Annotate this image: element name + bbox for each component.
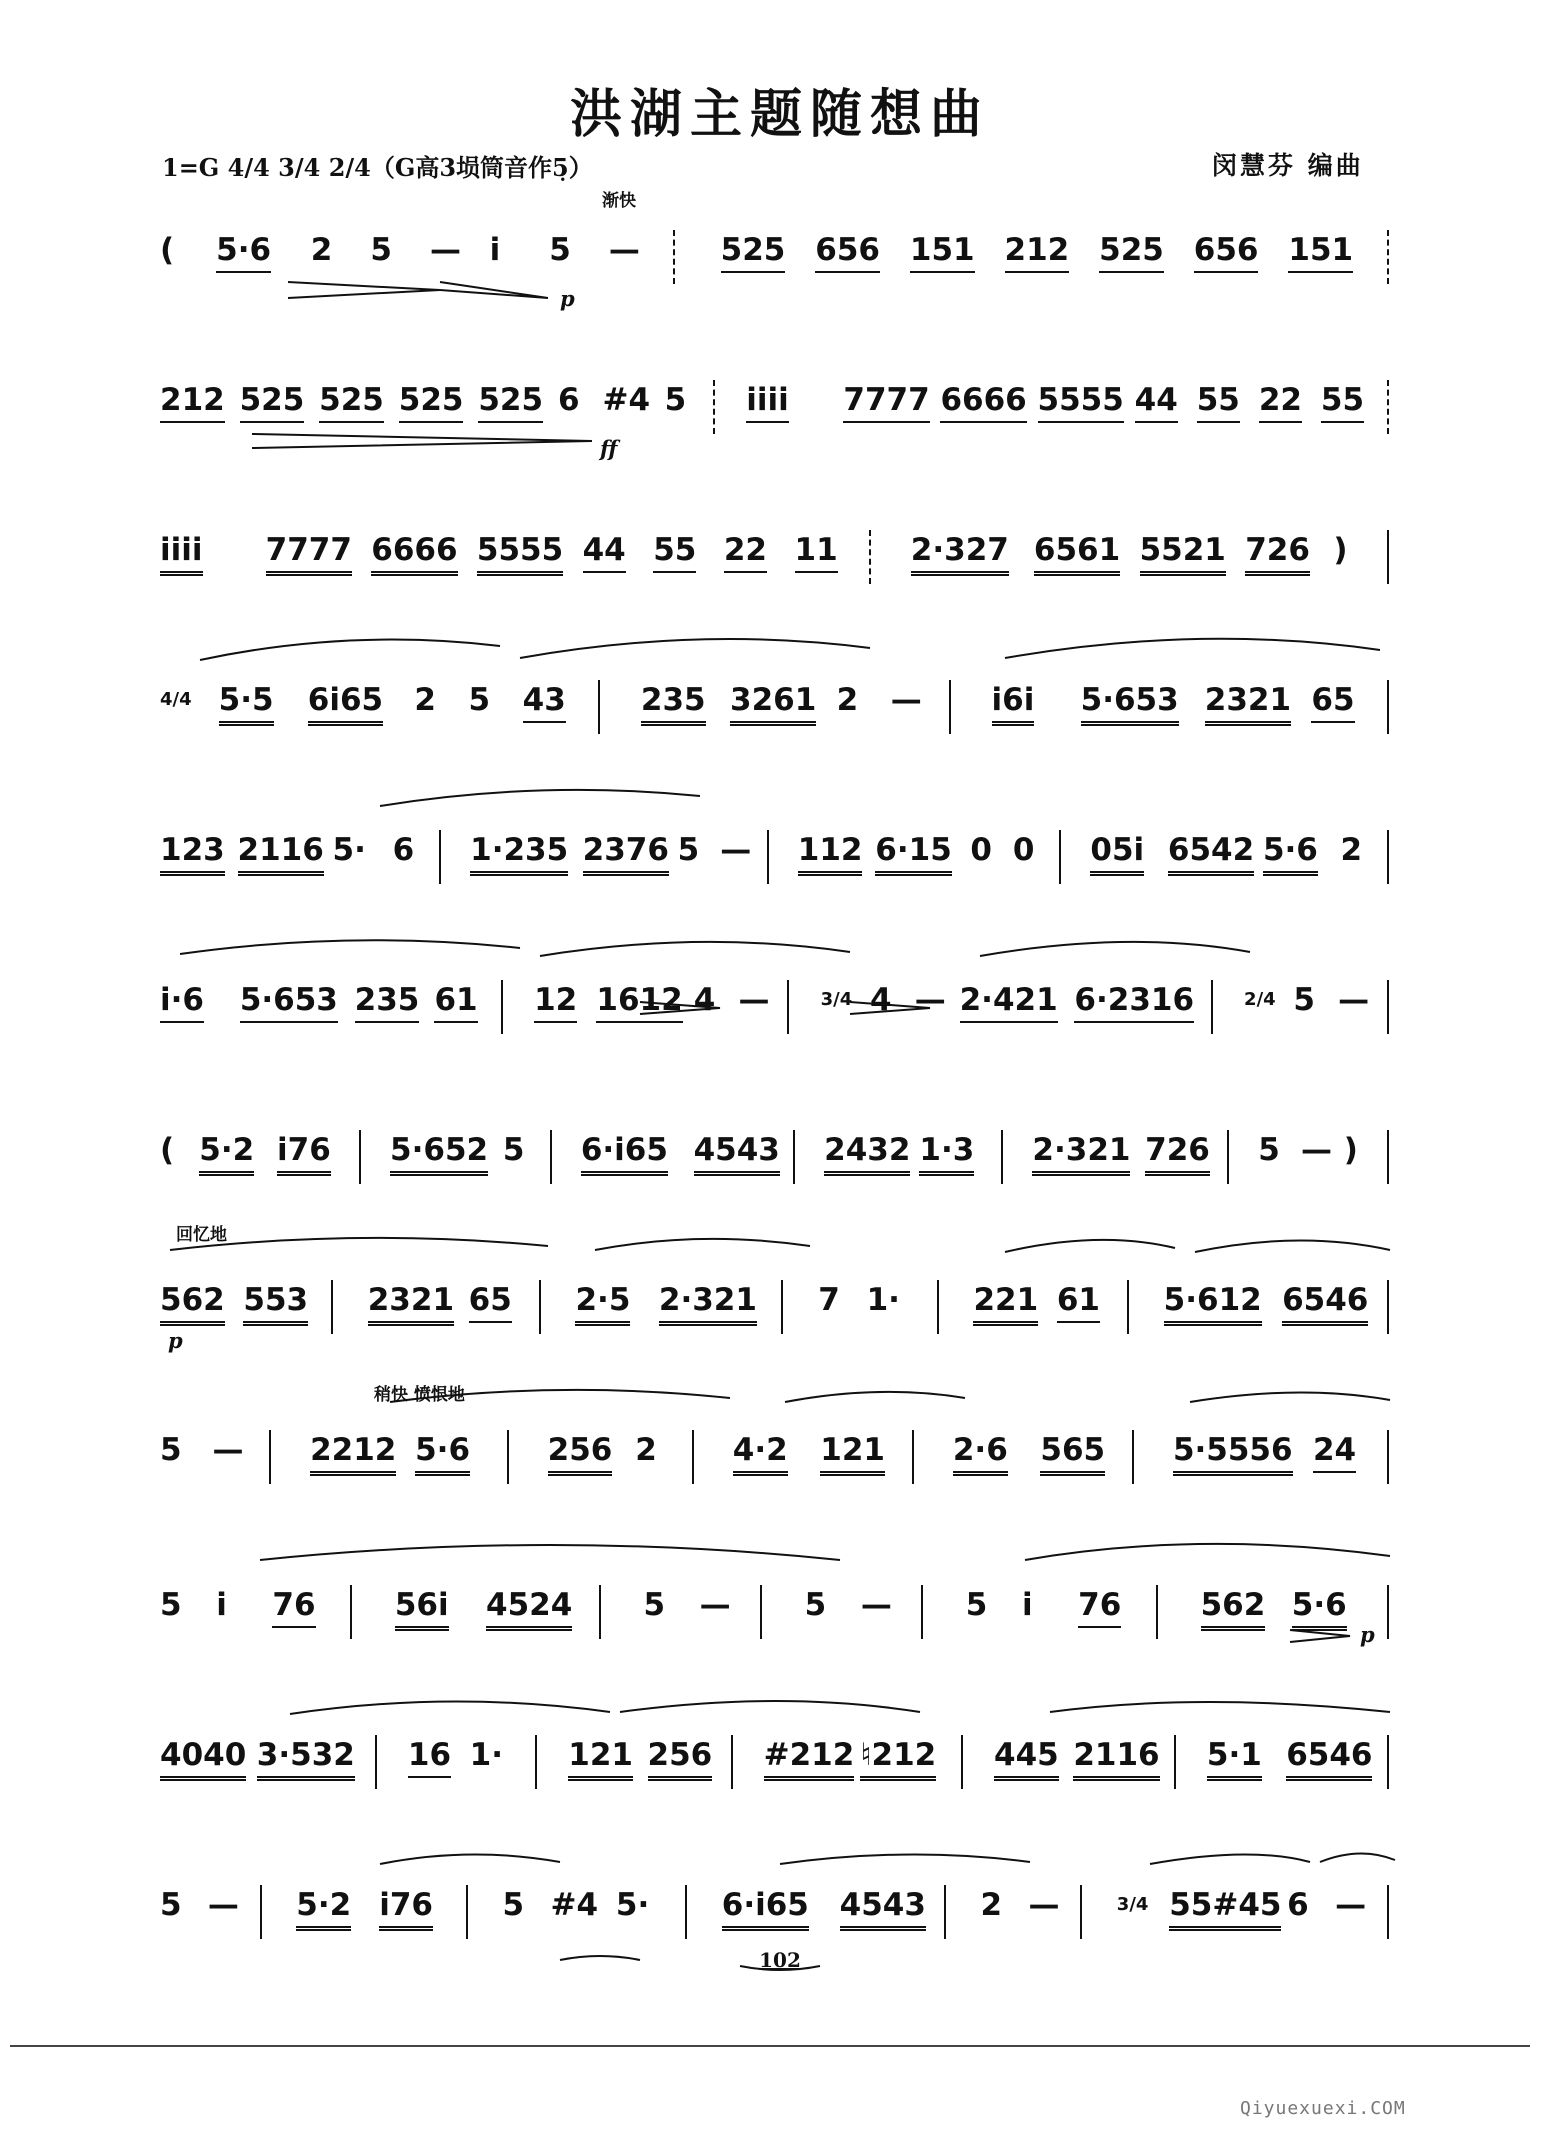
- slur: [380, 1854, 560, 1864]
- note-group: 12: [534, 980, 577, 1023]
- note-group: 2: [414, 682, 436, 718]
- barline: [1387, 1430, 1389, 1484]
- note-group: 5·653: [1081, 680, 1179, 726]
- barline: [1387, 830, 1389, 884]
- note-group: 5·: [615, 1887, 650, 1923]
- note-group: 2·321: [1032, 1130, 1130, 1176]
- barline: [692, 1430, 694, 1484]
- notation-row: [160, 830, 1400, 894]
- note-group: 2: [980, 1887, 1003, 1923]
- note-group: 5·653: [240, 980, 338, 1023]
- barline: [1387, 530, 1389, 584]
- note-group: 2: [310, 232, 333, 268]
- barline: [1059, 830, 1061, 884]
- note-group: 2: [1340, 832, 1363, 868]
- dash-note: —: [1338, 982, 1370, 1018]
- note-group: #4: [550, 1887, 599, 1923]
- parenthesis: (: [160, 1132, 175, 1168]
- barline: [760, 1585, 762, 1639]
- note-group: 05i: [1090, 830, 1144, 876]
- note-group: 6666: [371, 530, 457, 576]
- barline: [260, 1885, 262, 1939]
- note-group: 4/4: [160, 689, 192, 710]
- barline: [1387, 980, 1389, 1034]
- dash-note: —: [1335, 1887, 1367, 1923]
- barline: [1174, 1735, 1176, 1789]
- barline: [781, 1280, 783, 1334]
- note-group: 5: [160, 1587, 182, 1623]
- note-group: 6i65: [308, 680, 383, 726]
- note-group: 151: [910, 230, 975, 273]
- note-group: 5·652: [390, 1130, 488, 1176]
- note-group: i: [216, 1587, 227, 1623]
- note-group: 5: [643, 1587, 666, 1623]
- note-group: 0: [1012, 832, 1035, 868]
- note-group: 5·2: [199, 1130, 254, 1176]
- barline: [1387, 1735, 1389, 1789]
- note-group: 1·3: [919, 1130, 974, 1176]
- note-group: 5: [549, 232, 571, 268]
- note-group: 656: [1194, 230, 1259, 273]
- note-group: 2376: [583, 830, 669, 876]
- note-group: 235: [355, 980, 420, 1023]
- note-group: 2212: [310, 1430, 396, 1476]
- note-group: 212: [1005, 230, 1070, 273]
- note-group: 2321: [1205, 680, 1291, 726]
- note-group: 6: [392, 832, 415, 868]
- slur: [785, 1392, 965, 1402]
- notation-row: [160, 1585, 1400, 1649]
- barline: [1387, 1885, 1389, 1939]
- note-group: 7: [818, 1282, 840, 1318]
- note-group: i·6: [160, 980, 204, 1023]
- barline: [350, 1585, 352, 1639]
- note-group: 121: [820, 1430, 885, 1476]
- dash-note: —: [890, 682, 922, 718]
- barline: [1132, 1430, 1134, 1484]
- notation-row: [160, 230, 1400, 294]
- note-group: 2·6: [953, 1430, 1008, 1476]
- note-group: 6546: [1282, 1280, 1368, 1326]
- note-group: 5: [1258, 1132, 1280, 1168]
- barline: [787, 980, 789, 1034]
- note-group: #4: [602, 382, 651, 418]
- dash-note: —: [1028, 1887, 1060, 1923]
- notation-row: [160, 980, 1400, 1044]
- mood-marking: 回忆地: [176, 1225, 227, 1245]
- note-group: 5: [804, 1587, 827, 1623]
- note-group: 5·2: [296, 1885, 351, 1931]
- note-group: 7777: [266, 530, 352, 576]
- notation-row: [160, 1430, 1400, 1494]
- note-group: 5: [664, 382, 687, 418]
- dash-note: —: [699, 1587, 731, 1623]
- slur: [1190, 1392, 1390, 1402]
- slur: [540, 942, 850, 956]
- note-group: 3261: [730, 680, 816, 726]
- dash-note: —: [720, 832, 752, 868]
- slur: [780, 1854, 1030, 1864]
- note-group: 5: [1293, 982, 1315, 1018]
- barline: [269, 1430, 271, 1484]
- note-group: 44: [1135, 380, 1178, 423]
- barline: [535, 1735, 537, 1789]
- dynamic-mark: p: [1360, 1622, 1375, 1647]
- note-group: 256: [648, 1735, 713, 1781]
- repeat-barline: [713, 380, 715, 434]
- note-group: 7777: [843, 380, 929, 423]
- note-group: 6666: [940, 380, 1026, 423]
- note-group: 65: [1311, 680, 1354, 723]
- note-group: 525: [721, 230, 786, 273]
- note-group: 525: [1099, 230, 1164, 273]
- note-group: 553: [243, 1280, 308, 1326]
- barline: [685, 1885, 687, 1939]
- slur: [1320, 1853, 1395, 1862]
- note-group: 562: [1201, 1585, 1266, 1631]
- page-number: 102: [759, 1948, 801, 1972]
- note-group: 1·: [866, 1282, 900, 1318]
- barline: [1211, 980, 1213, 1034]
- barline: [944, 1885, 946, 1939]
- note-group: 3·532: [257, 1735, 355, 1781]
- note-group: 61: [434, 980, 477, 1023]
- note-group: 2321: [368, 1280, 454, 1326]
- note-group: 43: [523, 680, 566, 723]
- barline: [598, 680, 600, 734]
- notation-row: [160, 380, 1400, 444]
- slur: [200, 640, 500, 660]
- arranger-credit: 闵慧芬 编曲: [1212, 151, 1364, 180]
- note-group: 525: [319, 380, 384, 423]
- note-group: 3/4: [1116, 1894, 1149, 1915]
- note-group: 5·6: [415, 1430, 470, 1476]
- note-group: 2116: [238, 830, 324, 876]
- barline: [937, 1280, 939, 1334]
- dash-note: —: [608, 232, 640, 268]
- note-group: 11: [795, 530, 838, 573]
- barline: [359, 1130, 361, 1184]
- slur: [290, 1701, 610, 1714]
- dash-note: —: [738, 982, 770, 1018]
- note-group: 2·321: [659, 1280, 757, 1326]
- parenthesis: ): [1343, 1132, 1358, 1168]
- slur: [595, 1239, 810, 1250]
- dash-note: —: [914, 982, 946, 1018]
- note-group: 1612: [596, 980, 682, 1023]
- note-group: 2432: [824, 1130, 910, 1176]
- note-group: 55: [1321, 380, 1364, 423]
- note-group: 24: [1313, 1430, 1356, 1473]
- note-group: 22: [1259, 380, 1302, 423]
- note-group: 2·5: [575, 1280, 630, 1326]
- parenthesis: (: [160, 232, 175, 268]
- note-group: 5·612: [1164, 1280, 1262, 1326]
- note-group: 525: [399, 380, 464, 423]
- repeat-barline: [1387, 380, 1389, 434]
- note-group: 5·5556: [1173, 1430, 1293, 1476]
- note-group: 2·327: [911, 530, 1009, 576]
- slur: [380, 790, 700, 806]
- watermark: Qiyuexuexi.COM: [1240, 2098, 1406, 2119]
- parenthesis: ): [1333, 532, 1348, 568]
- note-group: 5: [677, 832, 700, 868]
- barline: [793, 1130, 795, 1184]
- dynamic-mark: p: [168, 1328, 183, 1353]
- note-group: iiii: [160, 530, 203, 576]
- key-signature: 1=G 4/4 3/4 2/4（G高3埙筒音作5̣）: [162, 153, 593, 182]
- slur: [1150, 1854, 1310, 1864]
- note-group: 76: [1078, 1585, 1121, 1628]
- barline: [1080, 1885, 1082, 1939]
- note-group: 0: [970, 832, 992, 868]
- slur: [1025, 1544, 1390, 1560]
- notation-row: [160, 1280, 1400, 1344]
- note-group: i6i: [992, 680, 1035, 726]
- note-group: i: [489, 232, 501, 268]
- note-group: 55#45: [1169, 1885, 1281, 1931]
- barline: [331, 1280, 333, 1334]
- note-group: 61: [1057, 1280, 1100, 1323]
- note-group: 151: [1288, 230, 1353, 273]
- note-group: #212: [764, 1735, 855, 1781]
- slur: [260, 1545, 840, 1560]
- dash-note: —: [430, 232, 461, 268]
- page-title: 洪湖主题随想曲: [569, 84, 990, 145]
- slur: [1050, 1702, 1390, 1712]
- note-group: 4040: [160, 1735, 246, 1781]
- note-group: 5·6: [1292, 1585, 1347, 1631]
- note-group: 2116: [1073, 1735, 1159, 1781]
- note-group: 5·6: [1263, 830, 1318, 876]
- slur: [980, 942, 1250, 956]
- note-group: 565: [1040, 1430, 1105, 1476]
- barline: [1227, 1130, 1229, 1184]
- notation-row: [160, 1130, 1400, 1194]
- notation-row: [160, 530, 1400, 594]
- note-group: 5·1: [1207, 1735, 1262, 1781]
- note-group: 5·5: [219, 680, 274, 726]
- note-group: 5: [502, 1887, 525, 1923]
- slur: [180, 940, 520, 954]
- note-group: 6·i65: [581, 1130, 668, 1176]
- repeat-barline: [1387, 230, 1389, 284]
- note-group: 1·235: [470, 830, 568, 876]
- barline: [767, 830, 769, 884]
- note-group: 5: [370, 232, 392, 268]
- barline: [439, 830, 441, 884]
- note-group: 5555: [477, 530, 563, 576]
- note-group: 2: [635, 1432, 657, 1468]
- barline: [1001, 1130, 1003, 1184]
- note-group: 2: [836, 682, 859, 718]
- barline: [949, 680, 951, 734]
- note-group: i: [1021, 1587, 1033, 1623]
- barline: [1387, 680, 1389, 734]
- note-group: 55: [653, 530, 696, 573]
- slur: [620, 1701, 920, 1712]
- note-group: 562: [160, 1280, 225, 1326]
- note-group: 4: [693, 982, 716, 1018]
- note-group: 5555: [1038, 380, 1124, 423]
- barline: [1156, 1585, 1158, 1639]
- barline: [550, 1130, 552, 1184]
- barline: [921, 1585, 923, 1639]
- note-group: 235: [641, 680, 706, 726]
- note-group: 726: [1145, 1130, 1210, 1176]
- note-group: 221: [973, 1280, 1038, 1326]
- dash-note: —: [860, 1587, 892, 1623]
- note-group: 6542: [1168, 830, 1254, 876]
- dash-note: —: [212, 1432, 244, 1468]
- note-group: 2·421: [960, 980, 1058, 1023]
- note-group: 6·15: [875, 830, 952, 876]
- note-group: 525: [478, 380, 543, 423]
- note-group: 55: [1197, 380, 1240, 423]
- note-group: 6·i65: [722, 1885, 809, 1931]
- note-group: 6·2316: [1074, 980, 1194, 1023]
- barline: [501, 980, 503, 1034]
- note-group: 5: [160, 1887, 182, 1923]
- note-group: 5: [468, 682, 491, 718]
- note-group: 656: [815, 230, 880, 273]
- tempo-marking: 渐快: [602, 191, 636, 211]
- note-group: 56i: [395, 1585, 449, 1631]
- note-group: 525: [240, 380, 305, 423]
- note-group: 212: [160, 380, 225, 423]
- note-group: 6: [1287, 1887, 1309, 1923]
- note-group: 6561: [1034, 530, 1120, 576]
- note-group: 4543: [694, 1130, 780, 1176]
- barline: [1387, 1585, 1389, 1639]
- slur: [520, 639, 870, 658]
- note-group: 6546: [1286, 1735, 1372, 1781]
- note-group: 65: [469, 1280, 512, 1323]
- barline: [507, 1430, 509, 1484]
- barline: [466, 1885, 468, 1939]
- note-group: 2/4: [1244, 989, 1276, 1010]
- repeat-barline: [869, 530, 871, 584]
- note-group: 121: [568, 1735, 633, 1781]
- note-group: 5·6: [216, 230, 271, 273]
- barline: [961, 1735, 963, 1789]
- note-group: 16: [408, 1735, 451, 1778]
- note-group: 3/4: [820, 989, 853, 1010]
- notation-row: [160, 1885, 1400, 1949]
- slur: [1005, 1240, 1175, 1252]
- note-group: 1·: [469, 1737, 504, 1773]
- note-group: ♮212: [860, 1735, 936, 1781]
- note-group: 4524: [486, 1585, 572, 1631]
- note-group: 4: [869, 982, 892, 1018]
- note-group: 256: [548, 1430, 613, 1476]
- note-group: i76: [277, 1130, 331, 1176]
- note-group: 445: [994, 1735, 1059, 1781]
- note-group: 726: [1245, 530, 1310, 576]
- note-group: 5521: [1140, 530, 1226, 576]
- note-group: 4·2: [733, 1430, 788, 1476]
- mood-marking: 稍快 愤恨地: [374, 1385, 465, 1405]
- note-group: 5: [965, 1587, 988, 1623]
- note-group: iiii: [746, 380, 789, 423]
- barline: [599, 1585, 601, 1639]
- note-group: 5·: [332, 832, 366, 868]
- barline: [1387, 1130, 1389, 1184]
- barline: [375, 1735, 377, 1789]
- note-group: 5: [160, 1432, 182, 1468]
- note-group: 76: [272, 1585, 315, 1628]
- slur: [1195, 1240, 1390, 1252]
- dash-note: —: [1300, 1132, 1332, 1168]
- note-group: 5: [502, 1132, 525, 1168]
- barline: [539, 1280, 541, 1334]
- note-group: 123: [160, 830, 225, 876]
- note-group: 4543: [840, 1885, 926, 1931]
- note-group: 112: [798, 830, 863, 876]
- dynamic-mark: p: [560, 286, 575, 311]
- notation-row: [160, 680, 1400, 744]
- note-group: i76: [379, 1885, 433, 1931]
- note-group: 22: [724, 530, 767, 573]
- slur: [1005, 639, 1380, 658]
- dash-note: —: [207, 1887, 239, 1923]
- barline: [912, 1430, 914, 1484]
- page-rule: [10, 2045, 1530, 2047]
- barline: [1387, 1280, 1389, 1334]
- note-group: 6: [557, 382, 580, 418]
- dynamic-mark: ff: [600, 436, 618, 461]
- repeat-barline: [673, 230, 675, 284]
- barline: [731, 1735, 733, 1789]
- note-group: 44: [583, 530, 626, 573]
- notation-row: [160, 1735, 1400, 1799]
- barline: [1127, 1280, 1129, 1334]
